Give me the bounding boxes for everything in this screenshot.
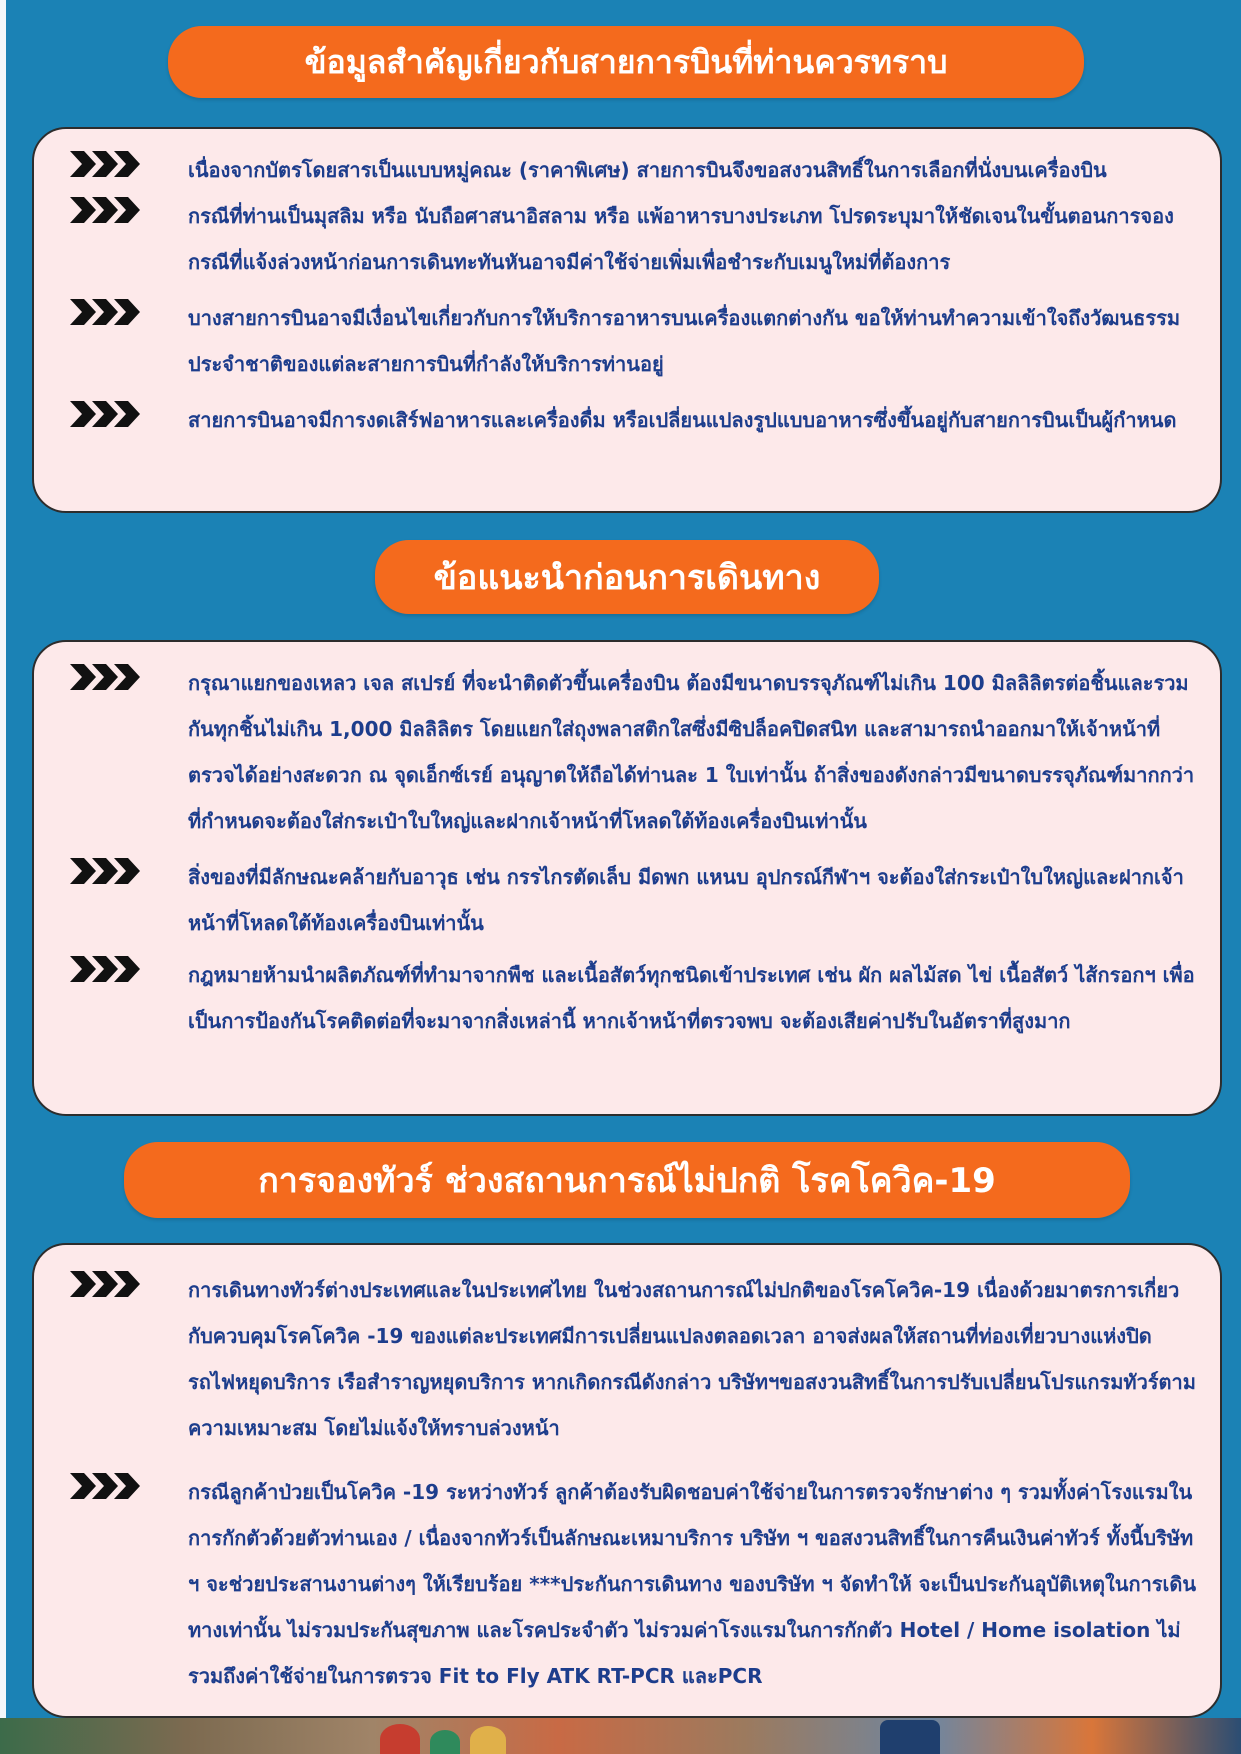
list-item xyxy=(70,397,1200,489)
triple-chevron-icon xyxy=(70,954,140,984)
section-title-airline-info xyxy=(168,26,1084,98)
list-item xyxy=(70,660,1200,844)
triple-chevron-icon xyxy=(70,399,140,429)
left-edge-stripe xyxy=(0,0,6,1754)
section-title-text: ข้อมูลสำคัญเกี่ยวกับสายการบินที่ท่านควรทราบ xyxy=(304,42,948,81)
list-item xyxy=(70,1267,1200,1451)
triple-chevron-icon xyxy=(70,1269,140,1299)
section-title-travel-tips xyxy=(375,540,879,614)
list-item xyxy=(70,147,1200,193)
triple-chevron-icon xyxy=(70,856,140,886)
triple-chevron-icon xyxy=(70,195,140,225)
list-item-text: เนื่องจากบัตรโดยสารเป็นแบบหมู่คณะ (ราคาพิเศษ) สายการบินจึงขอสงวนสิทธิ์ในการเลือกที่นั่งบนเครื่องบิน xyxy=(188,158,1107,182)
section-title-text: ข้อแนะนำก่อนการเดินทาง xyxy=(433,558,821,598)
list-item-text: บางสายการบินอาจมีเงื่อนไขเกี่ยวกับการให้บริการอาหารบนเครื่องแตกต่างกัน ขอให้ท่านทำความเข้าใจถึงวัฒนธรรมประจำชาติของแต่ละสายการบินที่กำลังให้บริการท่านอยู่ xyxy=(188,306,1181,376)
landmark-dome xyxy=(880,1720,940,1754)
list-item-text: กฎหมายห้ามนำผลิตภัณฑ์ที่ทำมาจากพืช และเนื้อสัตว์ทุกชนิดเข้าประเทศ เช่น ผัก ผลไม้สด ไข่ เนื้อสัตว์ ไส้กรอกฯ เพื่อเป็นการป้องกันโรคติดต่อที่จะมาจากสิ่งเหล่านี้ หากเจ้าหน้าที่ตรวจพบ จะต้องเสียค่าปรับในอัตราที่สูงมาก xyxy=(188,963,1195,1033)
list-item xyxy=(70,854,1200,946)
list-item-text: กรุณาแยกของเหลว เจล สเปรย์ ที่จะนำติดตัวขึ้นเครื่องบิน ต้องมีขนาดบรรจุภัณฑ์ไม่เกิน 100 มิลลิลิตรต่อชิ้นและรวมกันทุกชิ้นไม่เกิน 1,000 มิลลิลิตร โดยแยกใส่ถุงพลาสติกใสซึ่งมีซิปล็อคปิดสนิท และสามารถนำออกมาให้เจ้าหน้าที่ตรวจได้อย่างสะดวก ณ จุดเอ็กซ์เรย์ อนุญาตให้ถือได้ท่านละ 1 ใบเท่านั้น ถ้าสิ่งของดังกล่าวมีขนาดบรรจุภัณฑ์มากกว่าที่กำหนดจะต้องใส่กระเป๋าใบใหญ่และฝากเจ้าหน้าที่โหลดใต้ท้องเครื่องบินเท่านั้น xyxy=(188,671,1195,833)
triple-chevron-icon xyxy=(70,297,140,327)
list-item-text: กรณีลูกค้าป่วยเป็นโควิค -19 ระหว่างทัวร์ ลูกค้าต้องรับผิดชอบค่าใช้จ่ายในการตรวจรักษาต่าง ๆ รวมทั้งค่าโรงแรมในการกักตัวด้วยตัวท่านเอง / เนื่องจากทัวร์เป็นลักษณะเหมาบริการ บริษัท ฯ ขอสงวนสิทธิ์ในการคืนเงินค่าทัวร์ ทั้งนี้บริษัท ฯ จะช่วยประสานงานต่างๆ ให้เรียบร้อย ***ประกันการเดินทาง ของบริษัท ฯ จัดทำให้ จะเป็นประกันอุบัติเหตุในการเดินทางเท่านั้น ไม่รวมประกันสุขภาพ และโรคประจำตัว ไม่รวมค่าโรงแรมในการกักตัว Hotel / Home isolation ไม่รวมถึงค่าใช้จ่ายในการตรวจ Fit to Fly ATK RT-PCR และPCR xyxy=(188,1480,1197,1688)
list-item xyxy=(70,1469,1200,1699)
triple-chevron-icon xyxy=(70,149,140,179)
section-title-covid-booking xyxy=(124,1142,1130,1218)
list-item xyxy=(70,952,1200,1090)
landmark-dome xyxy=(430,1730,460,1754)
list-item xyxy=(70,295,1200,387)
panel-travel-tips xyxy=(32,640,1222,1116)
landmark-dome xyxy=(380,1724,420,1754)
triple-chevron-icon xyxy=(70,1471,140,1501)
list-item-text: สิ่งของที่มีลักษณะคล้ายกับอาวุธ เช่น กรรไกรตัดเล็บ มีดพก แหนบ อุปกรณ์กีฬาฯ จะต้องใส่กระเป๋าใบใหญ่และฝากเจ้าหน้าที่โหลดใต้ท้องเครื่องบินเท่านั้น xyxy=(188,865,1184,935)
section-title-text: การจองทัวร์ ช่วงสถานการณ์ไม่ปกติ โรคโควิค-19 xyxy=(258,1161,996,1201)
list-item xyxy=(70,193,1200,285)
list-item-text: การเดินทางทัวร์ต่างประเทศและในประเทศไทย ในช่วงสถานการณ์ไม่ปกติของโรคโควิค-19 เนื่องด้วยมาตรการเกี่ยวกับควบคุมโรคโควิค -19 ของแต่ละประเทศมีการเปลี่ยนแปลงตลอดเวลา อาจส่งผลให้สถานที่ท่องเที่ยวบางแห่งปิด รถไฟหยุดบริการ เรือสำราญหยุดบริการ หากเกิดกรณีดังกล่าว บริษัทฯขอสงวนสิทธิ์ในการปรับเปลี่ยนโปรแกรมทัวร์ตามความเหมาะสม โดยไม่แจ้งให้ทราบล่วงหน้า xyxy=(188,1278,1196,1440)
panel-covid-booking xyxy=(32,1243,1222,1718)
landmarks-decoration xyxy=(0,1718,1241,1754)
list-item-text: สายการบินอาจมีการงดเสิร์ฟอาหารและเครื่องดื่ม หรือเปลี่ยนแปลงรูปแบบอาหารซึ่งขึ้นอยู่กับสายการบินเป็นผู้กำหนด xyxy=(188,408,1177,432)
panel-airline-info xyxy=(32,127,1222,513)
landmark-dome xyxy=(470,1726,506,1754)
triple-chevron-icon xyxy=(70,662,140,692)
list-item-text: กรณีที่ท่านเป็นมุสลิม หรือ นับถือศาสนาอิสลาม หรือ แพ้อาหารบางประเภท โปรดระบุมาให้ชัดเจนในขั้นตอนการจอง กรณีที่แจ้งล่วงหน้าก่อนการเดินทะทันหันอาจมีค่าใช้จ่ายเพิ่มเพื่อชำระกับเมนูใหม่ที่ต้องการ xyxy=(188,204,1174,274)
